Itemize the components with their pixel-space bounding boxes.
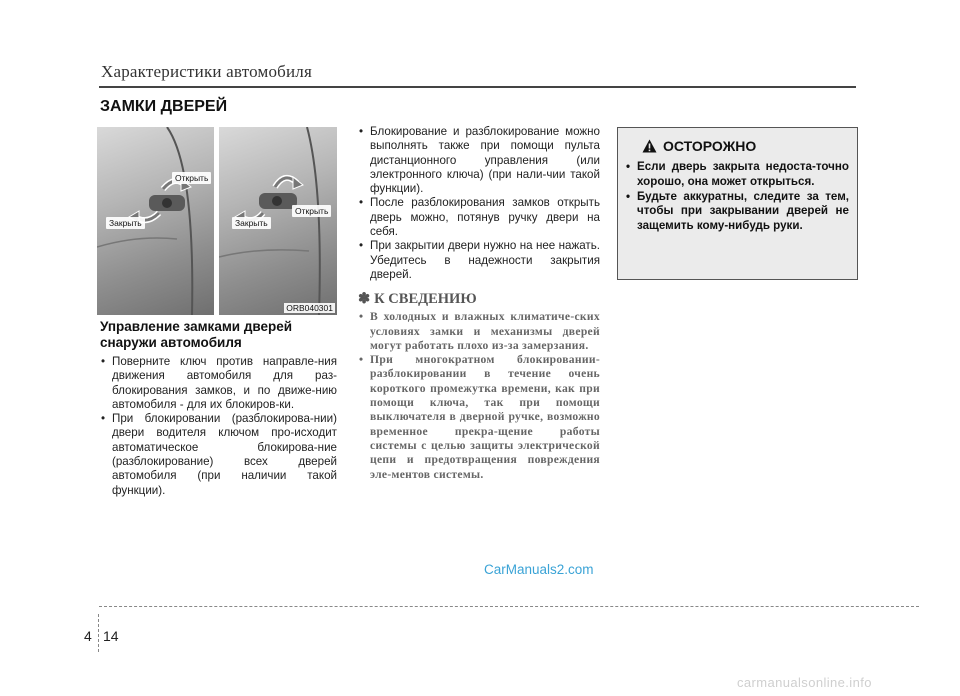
warning-triangle-icon [642,139,657,153]
figure-door-lock-right [219,127,337,315]
page-section-number: 4 [84,628,92,644]
list-item: • После разблокирования замков открыть дверь можно, потянув ручку двери на себя. [358,196,600,239]
bullet-list [100,355,337,498]
note-star-icon: ✽ [358,291,371,308]
section-title: ЗАМКИ ДВЕРЕЙ [100,98,228,115]
list-item: • При блокировании (разблокирова-нии) двери водителя ключом про-исходит автоматическое блокирова-ние (разблокирование) всех дверей автомобиля (при наличии такой функции). [100,412,337,498]
note-list [358,310,600,482]
list-item: • Поверните ключ против направле-ния движения автомобиля для раз-блокирования замков, и по движе-нию автомобиля - для их блокиров-ки. [100,355,337,412]
list-item: • Блокирование и разблокирование можно выполнять также при помощи пульта дистанционного управления (или электронного ключа) (при нали-чии такой функции). [358,125,600,196]
page-divider [98,614,99,652]
page-number: 14 [103,628,119,644]
warning-heading [642,138,849,154]
note-item: • В холодных и влажных климатиче-ских условиях замки и механизмы дверей могут работать плохо из-за замерзания. [358,310,600,353]
warning-box [617,127,858,280]
note-title: К СВЕДЕНИЮ [374,291,477,308]
left-column [100,319,337,498]
figure-code: ORB040301 [286,303,333,313]
note-item: • При многократном блокировании-разблокировании в течение очень короткого промежутка времени, как при помощи ключа, так при помощи выключателя в дверной ручке, возможно временное прекра-щение работы системы с целью защиты электрической цепи и предотвращения повреждения эле-ментов системы. [358,353,600,482]
warning-item: • Будьте аккуратны, следите за тем, чтобы при закрывании дверей не защемить кому-нибудь руки. [626,190,849,234]
label-open: Открыть [292,205,331,217]
footer-rule [99,606,919,607]
warning-item: • Если дверь закрыта недоста-точно хорошо, она может открыться. [626,160,849,190]
header-rule [99,86,856,88]
bullet-list [358,125,600,282]
list-item: • При закрытии двери нужно на нее нажать. Убедитесь в надежности закрытия дверей. [358,239,600,282]
label-open: Открыть [172,172,211,184]
note-heading [358,291,600,308]
subheading: Управление замками дверей снаружи автомобиля [100,319,293,350]
watermark-link[interactable]: CarManuals2.com [484,562,594,577]
warning-list [626,160,849,234]
label-close: Закрыть [106,217,145,229]
figure-door-lock-left [97,127,214,315]
label-close: Закрыть [232,217,271,229]
warning-title: ОСТОРОЖНО [663,138,757,154]
header-title: Характеристики автомобиля [101,62,312,81]
middle-column [358,125,600,482]
bottom-watermark: carmanualsonline.info [737,675,872,690]
